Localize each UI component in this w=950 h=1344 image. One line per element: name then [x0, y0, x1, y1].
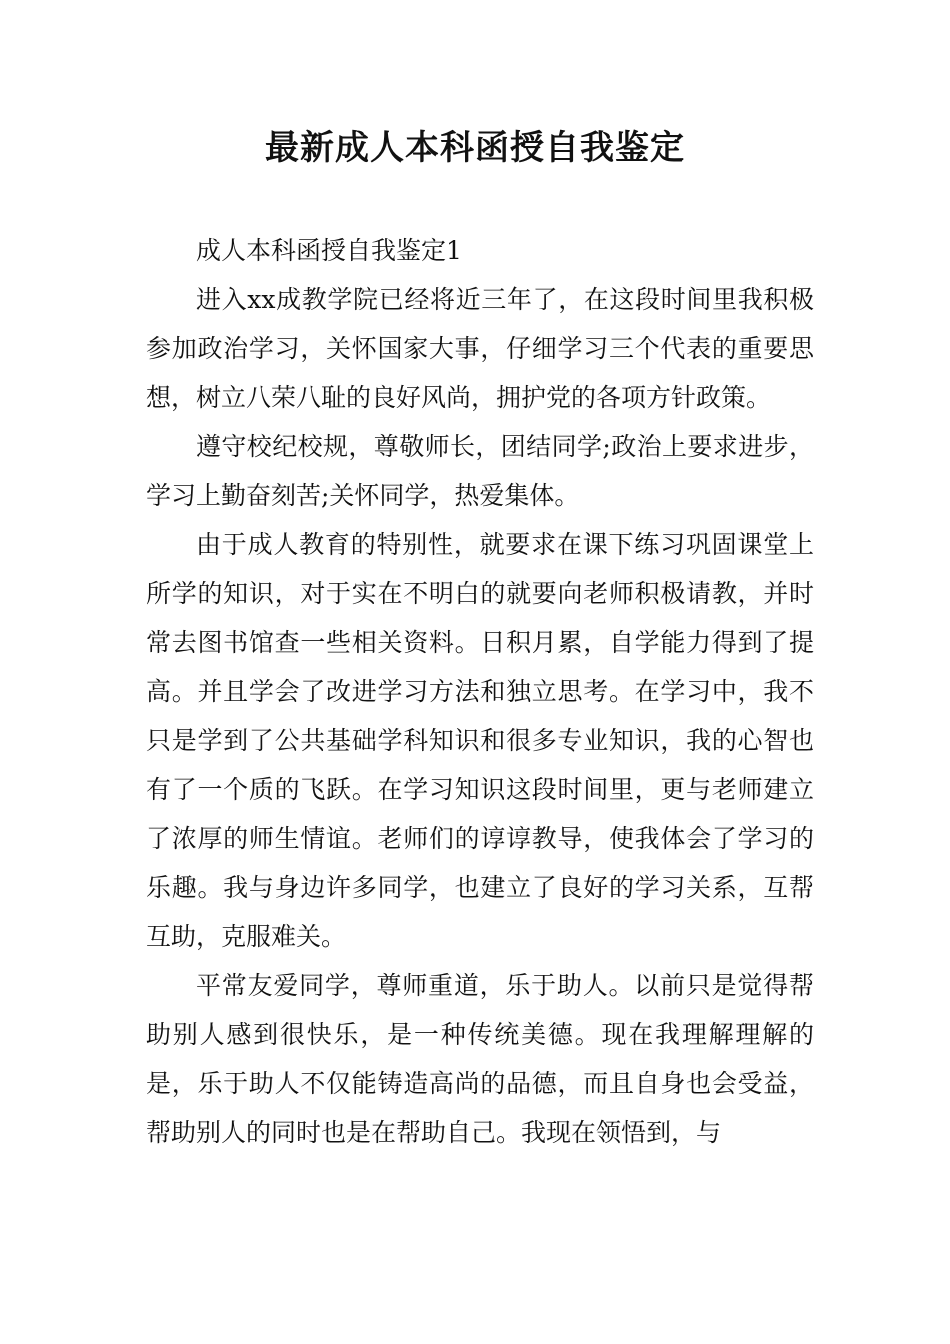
document-title: 最新成人本科函授自我鉴定 [265, 128, 685, 168]
paragraph: 进入xx成教学院已经将近三年了，在这段时间里我积极参加政治学习，关怀国家大事，仔细学习三个代表的重要思想，树立八荣八耻的良好风尚，拥护党的各项方针政策。 [146, 285, 814, 412]
document-body [146, 226, 814, 1157]
paragraph: 平常友爱同学，尊师重道，乐于助人。以前只是觉得帮助别人感到很快乐，是一种传统美德。现在我理解理解的是，乐于助人不仅能铸造高尚的品德，而且自身也会受益，帮助别人的同时也是在帮助自己。我现在领悟到，与 [146, 971, 814, 1147]
section-heading: 成人本科函授自我鉴定1 [196, 236, 462, 265]
paragraph: 由于成人教育的特别性，就要求在课下练习巩固课堂上所学的知识，对于实在不明白的就要向老师积极请教，并时常去图书馆查一些相关资料。日积月累，自学能力得到了提高。并且学会了改进学习方法和独立思考。在学习中，我不只是学到了公共基础学科知识和很多专业知识，我的心智也有了一个质的飞跃。在学习知识这段时间里，更与老师建立了浓厚的师生情谊。老师们的谆谆教导，使我体会了学习的乐趣。我与身边许多同学，也建立了良好的学习关系，互帮互助，克服难关。 [146, 530, 814, 951]
paragraph: 遵守校纪校规，尊敬师长，团结同学;政治上要求进步，学习上勤奋刻苦;关怀同学，热爱集体。 [146, 432, 814, 510]
